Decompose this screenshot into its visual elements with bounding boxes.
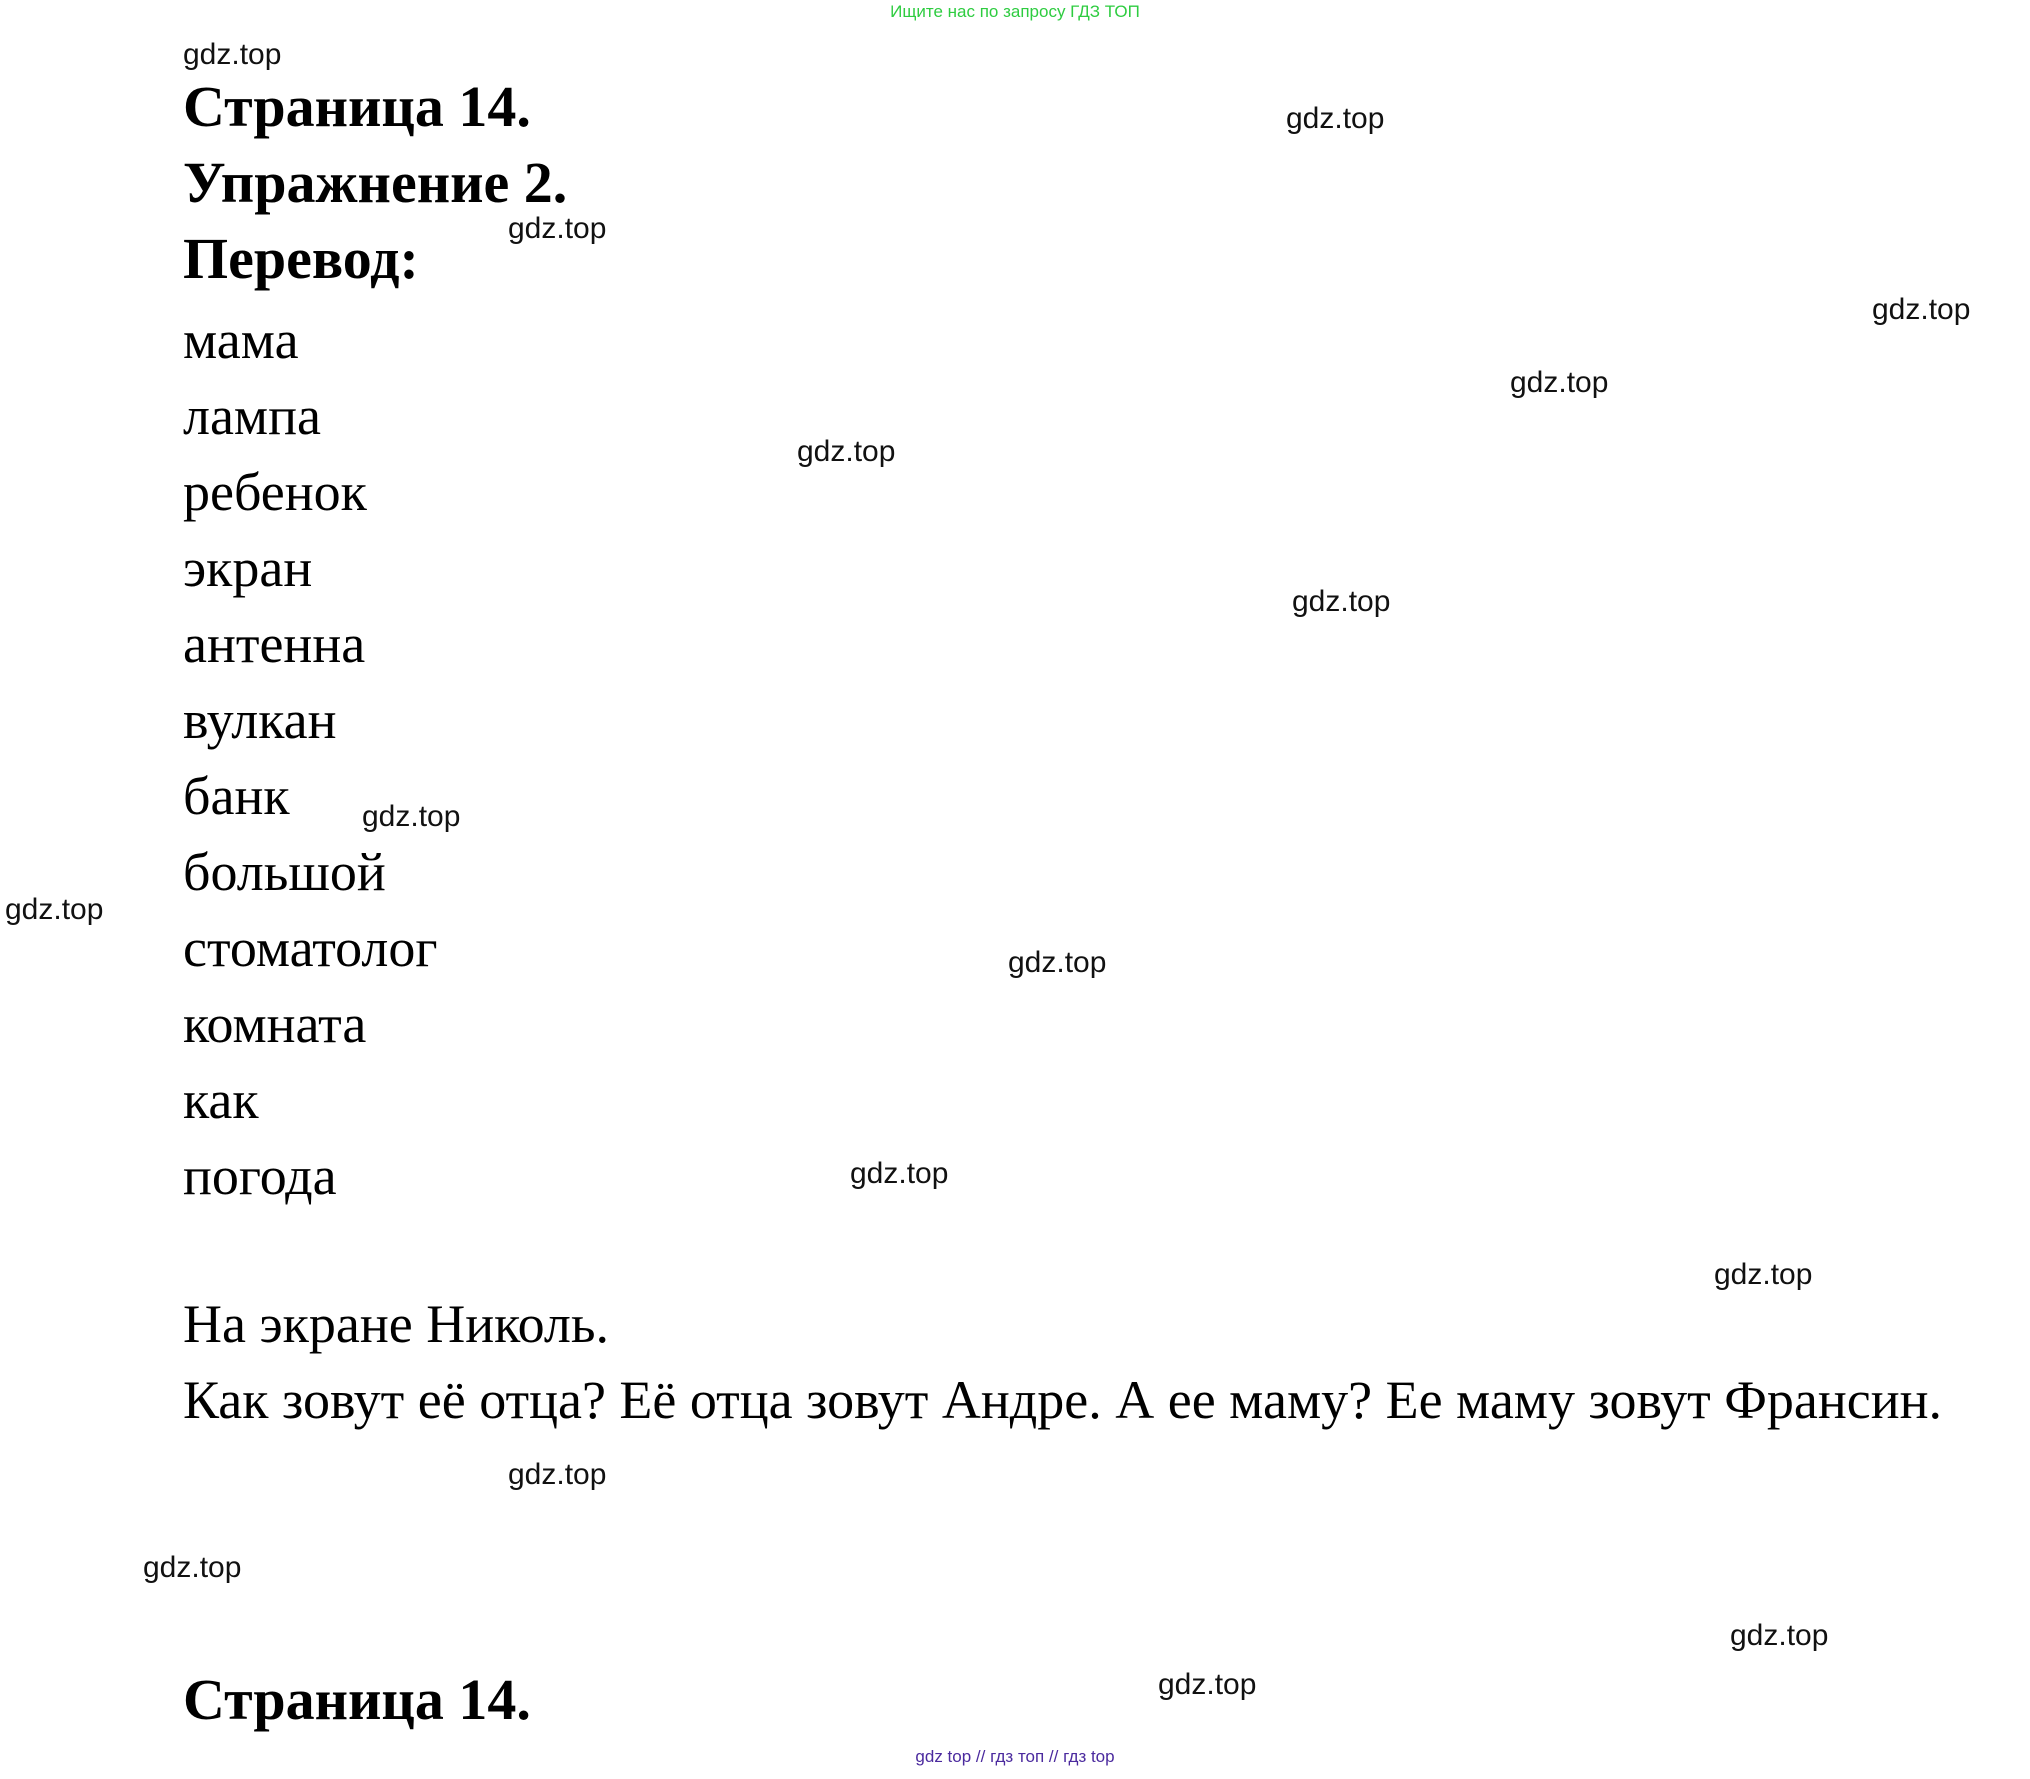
watermark: gdz.top — [508, 212, 607, 245]
watermark: gdz.top — [5, 893, 104, 926]
bottom-page-heading: Страница 14. — [183, 1667, 531, 1732]
exercise-heading: Упражнение 2. — [183, 150, 568, 215]
watermark: gdz.top — [1292, 585, 1391, 618]
watermark: gdz.top — [183, 38, 282, 71]
watermark: gdz.top — [1510, 366, 1609, 399]
watermark: gdz.top — [1158, 1668, 1257, 1701]
top-banner: Ищите нас по запросу ГДЗ ТОП — [890, 2, 1140, 21]
word-item: ребенок — [183, 462, 367, 522]
word-item: большой — [183, 842, 386, 902]
footer: gdz top // гдз топ // гдз top — [915, 1747, 1115, 1766]
watermark: gdz.top — [508, 1458, 607, 1491]
watermark: gdz.top — [850, 1157, 949, 1190]
paragraph-first: На экране Николь. — [183, 1294, 609, 1354]
watermark: gdz.top — [143, 1551, 242, 1584]
watermark: gdz.top — [1286, 102, 1385, 135]
word-list — [183, 302, 437, 1214]
word-item: комната — [183, 994, 367, 1054]
word-item: вулкан — [183, 690, 337, 750]
watermark: gdz.top — [1730, 1619, 1829, 1652]
watermark: gdz.top — [1714, 1258, 1813, 1291]
word-item: как — [183, 1070, 259, 1130]
word-item: банк — [183, 766, 290, 826]
watermark: gdz.top — [1008, 946, 1107, 979]
word-item: стоматолог — [183, 918, 438, 978]
watermark: gdz.top — [362, 800, 461, 833]
page-heading: Страница 14. — [183, 74, 531, 139]
translation-heading: Перевод: — [183, 226, 419, 291]
word-item: лампа — [183, 386, 321, 446]
word-item: экран — [183, 538, 313, 598]
word-item: антенна — [183, 614, 366, 674]
word-item: погода — [183, 1146, 337, 1206]
watermark: gdz.top — [797, 435, 896, 468]
watermark: gdz.top — [1872, 293, 1971, 326]
paragraph-second: Как зовут её отца? Её отца зовут Андре. А ее маму? Ее маму зовут Франсин. — [183, 1370, 1943, 1430]
word-item: мама — [183, 310, 299, 370]
